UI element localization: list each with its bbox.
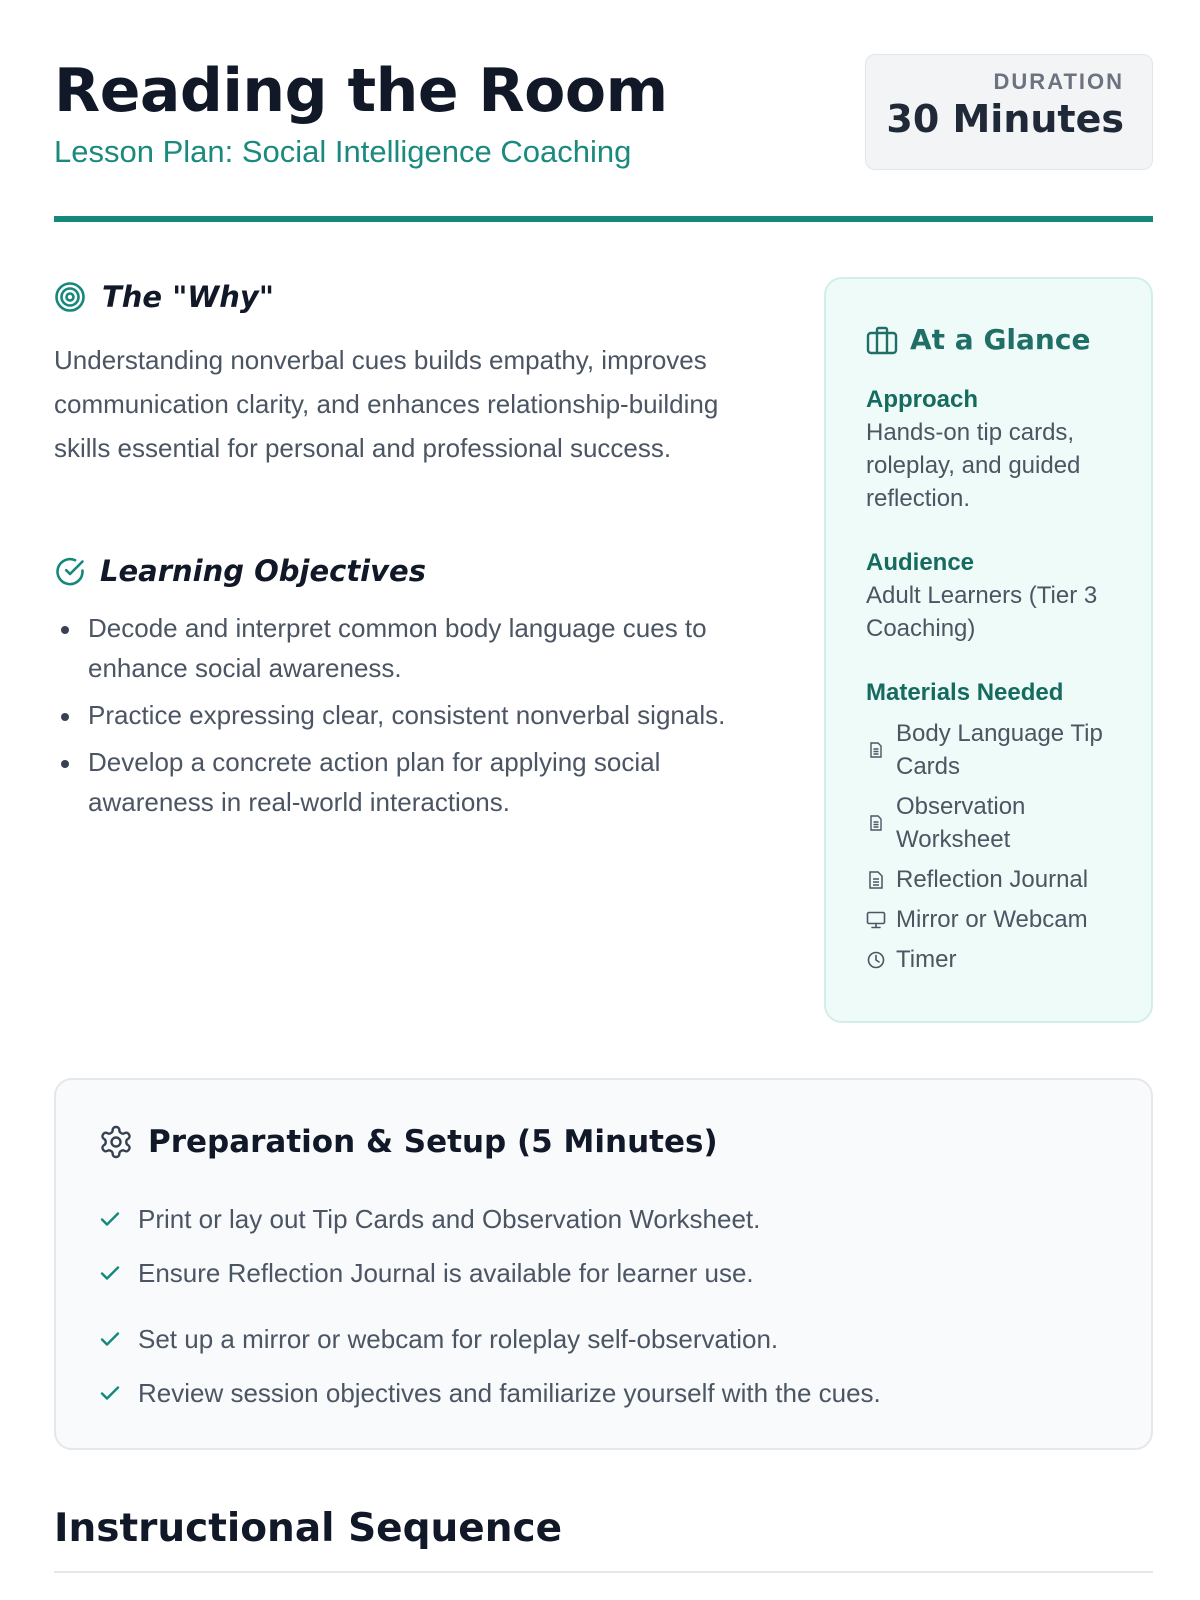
check-icon xyxy=(98,1261,122,1285)
check-circle-icon xyxy=(54,555,86,587)
list-item: Mirror or Webcam xyxy=(866,903,1113,936)
prep-heading xyxy=(98,1124,718,1160)
document-icon xyxy=(866,813,886,833)
list-item: Timer xyxy=(866,943,1113,976)
sequence-divider xyxy=(54,1571,1153,1573)
target-icon xyxy=(54,281,86,313)
audience-label: Audience xyxy=(866,549,975,576)
check-icon xyxy=(98,1327,122,1351)
list-item: Review session objectives and familiarize yourself with the cues. xyxy=(98,1366,1098,1420)
preparation-panel xyxy=(54,1078,1153,1450)
lesson-header xyxy=(54,52,1153,222)
gear-icon xyxy=(98,1124,134,1160)
document-icon xyxy=(866,870,886,890)
sequence-title: Instructional Sequence xyxy=(54,1506,563,1551)
list-item: Practice expressing clear, consistent nonverbal signals. xyxy=(54,695,754,735)
briefcase-icon xyxy=(866,325,910,355)
materials-label: Materials Needed xyxy=(866,679,1064,706)
list-item: Decode and interpret common body language cues to enhance social awareness. xyxy=(54,608,754,688)
prep-checklist xyxy=(98,1192,1098,1420)
list-item: Ensure Reflection Journal is available for learner use. xyxy=(98,1246,1098,1300)
check-icon xyxy=(98,1207,122,1231)
list-item: Develop a concrete action plan for applying social awareness in real-world interactions. xyxy=(54,742,754,822)
duration-label: DURATION xyxy=(993,69,1124,94)
approach-text: Hands-on tip cards, roleplay, and guided reflection. xyxy=(866,419,1081,512)
materials-list xyxy=(866,717,1113,976)
glance-heading xyxy=(866,323,1113,356)
duration-value: 30 Minutes xyxy=(886,97,1124,141)
approach-label: Approach xyxy=(866,386,979,413)
check-icon xyxy=(98,1381,122,1405)
prep-title: Preparation & Setup (5 Minutes) xyxy=(148,1124,718,1160)
list-item: Observation Worksheet xyxy=(866,790,1113,856)
page-subtitle: Lesson Plan: Social Intelligence Coaching xyxy=(54,134,632,169)
list-item: Set up a mirror or webcam for roleplay self-observation. xyxy=(98,1312,1098,1366)
objectives-title: Learning Objectives xyxy=(100,554,426,588)
duration-badge xyxy=(865,54,1153,170)
audience-text: Adult Learners (Tier 3 Coaching) xyxy=(866,582,1098,642)
why-title: The "Why" xyxy=(102,280,274,314)
at-a-glance-panel xyxy=(824,277,1153,1023)
page-title: Reading the Room xyxy=(54,56,668,126)
objectives-list xyxy=(54,608,754,829)
monitor-icon xyxy=(866,910,886,930)
list-item: Reflection Journal xyxy=(866,863,1113,896)
glance-title: At a Glance xyxy=(910,323,1091,356)
header-divider xyxy=(54,216,1153,222)
why-text: Understanding nonverbal cues builds empathy, improves communication clarity, and enhances relationship-building skills essential for personal and professional success. xyxy=(54,345,719,463)
why-heading xyxy=(54,280,274,314)
clock-icon xyxy=(866,950,886,970)
list-item: Print or lay out Tip Cards and Observation Worksheet. xyxy=(98,1192,1098,1246)
document-icon xyxy=(866,740,886,760)
objectives-heading xyxy=(54,554,426,588)
list-item: Body Language Tip Cards xyxy=(866,717,1113,783)
